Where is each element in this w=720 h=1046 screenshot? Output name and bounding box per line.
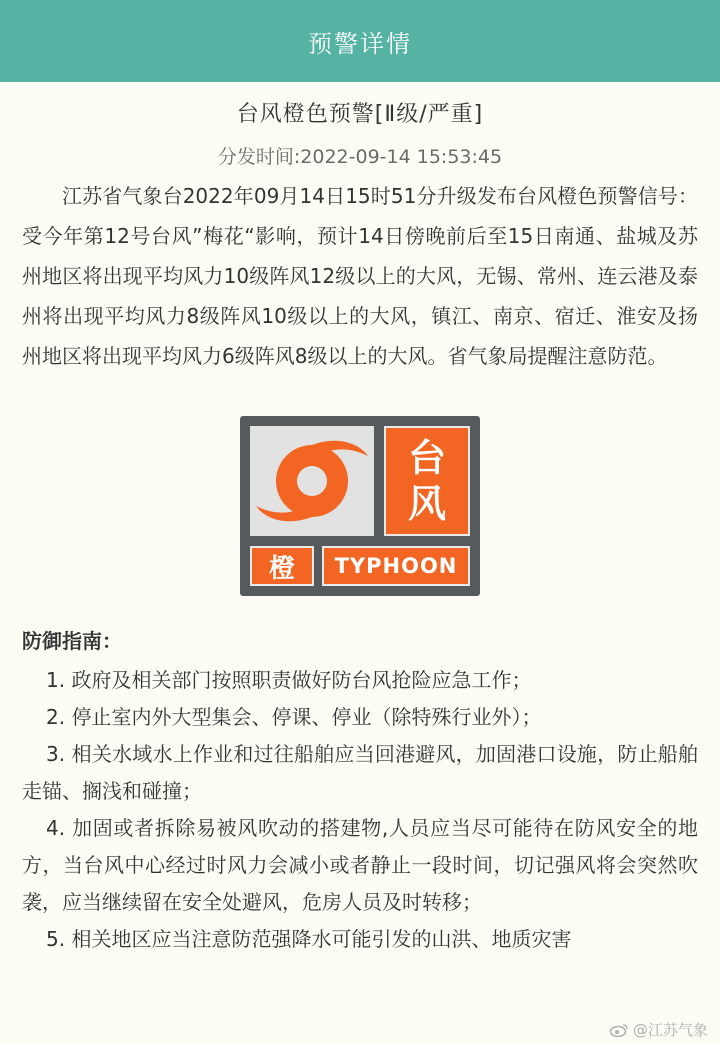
alert-body: 江苏省气象台2022年09月14日15时51分升级发布台风橙色预警信号：受今年第12号台风”梅花“影响，预计14日傍晚前后至15日南通、盐城及苏州地区将出现平均风力10级阵风12级以上的大风，无锡、常州、连云港及泰州将出现平均风力8级阵风10级以上的大风，镇江、南京、宿迁、淮安及扬州地区将出现平均风力6级阵风8级以上的大风。省气象局提醒注意防范。 [22,184,698,368]
badge-level: 橙 [250,546,314,586]
badge-char-top: 台 [407,436,446,480]
guide-item: 5. 相关地区应当注意防范强降水可能引发的山洪、地质灾害 [46,927,572,951]
guide-list [22,662,698,958]
watermark-text: @江苏气象 [632,1021,708,1039]
badge-container [22,416,698,596]
badge-english-label: TYPHOON [322,546,470,586]
guide-item: 3. 相关水域水上作业和过往船舶应当回港避风，加固港口设施，防止船舶走锚、搁浅和碰撞； [22,742,698,803]
guide-item: 1. 政府及相关部门按照职责做好防台风抢险应急工作； [46,668,532,692]
weibo-icon [609,1023,629,1037]
page-title: 预警详情 [308,29,412,58]
guide-item: 2. 停止室内外大型集会、停课、停业（除特殊行业外）； [46,705,542,729]
watermark [609,1019,708,1040]
badge-char-bottom: 风 [407,482,446,526]
alert-title: 台风橙色预警[Ⅱ级/严重] [236,102,484,127]
typhoon-orange-badge [240,416,480,596]
badge-typhoon-chars [384,426,470,536]
typhoon-icon [250,426,374,536]
guide-title: 防御指南： [22,629,122,653]
issue-time: 分发时间:2022-09-14 15:53:45 [217,146,503,168]
alert-content [0,100,720,958]
guide-item: 4. 加固或者拆除易被风吹动的搭建物,人员应当尽可能待在防风安全的地方，当台风中心经过时风力会减小或者静止一段时间，切记强风将会突然吹袭，应当继续留在安全处避风，危房人员及时转移； [22,816,698,914]
header-bar [0,0,720,82]
typhoon-icon-graphic [250,426,374,536]
